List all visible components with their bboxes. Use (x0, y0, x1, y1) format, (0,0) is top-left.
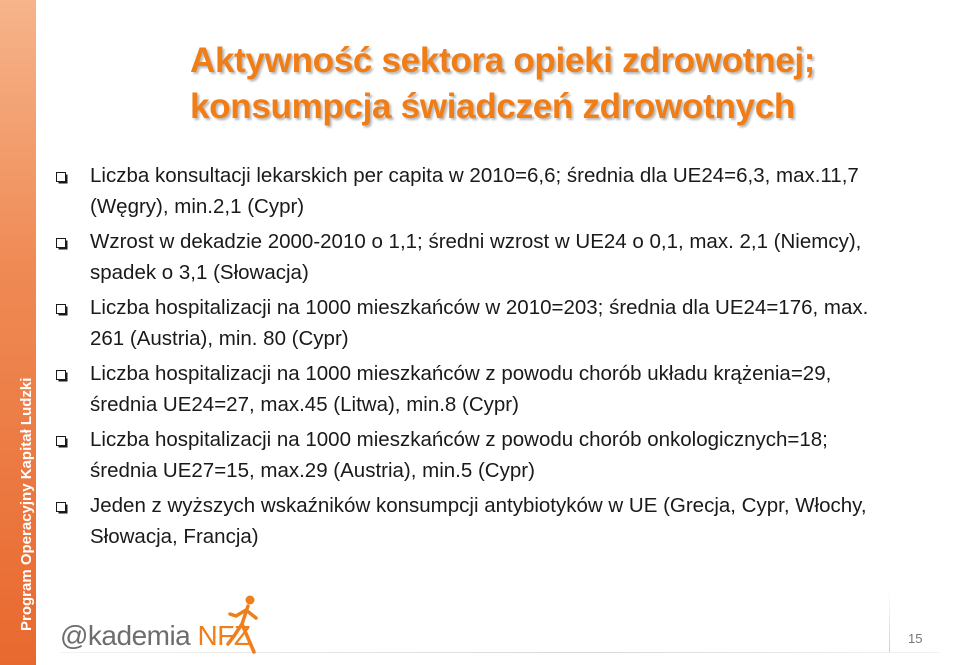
bullet-text: Liczba konsultacji lekarskich per capita w 2010=6,6; średnia dla UE24=6,3, max.11,7 (Węgry), min.2,1 (Cypr) (90, 164, 859, 218)
checkbox-bullet-icon (56, 304, 66, 314)
checkbox-bullet-icon (56, 502, 66, 512)
bullet-item (56, 424, 896, 486)
running-figure-icon (224, 594, 264, 656)
logo-main-text: @kademia (60, 620, 191, 651)
bullet-item (56, 292, 896, 354)
bullet-item (56, 160, 896, 222)
bullet-text: Liczba hospitalizacji na 1000 mieszkańców w 2010=203; średnia dla UE24=176, max. 261 (Austria), min. 80 (Cypr) (90, 296, 869, 350)
akademia-nfz-logo (60, 620, 250, 652)
title-line-1: Aktywność sektora opieki zdrowotnej; (190, 41, 816, 80)
checkbox-bullet-icon (56, 238, 66, 248)
footer-divider (60, 652, 940, 653)
program-label: Program Operacyjny Kapitał Ludzki (18, 377, 35, 631)
checkbox-bullet-icon (56, 370, 66, 380)
bullet-text: Liczba hospitalizacji na 1000 mieszkańców z powodu chorób układu krążenia=29, średnia UE24=27, max.45 (Litwa), min.8 (Cypr) (90, 362, 832, 416)
checkbox-bullet-icon (56, 436, 66, 446)
bullet-item (56, 226, 896, 288)
bullet-item (56, 358, 896, 420)
bullet-text: Liczba hospitalizacji na 1000 mieszkańców z powodu chorób onkologicznych=18; średnia UE27=15, max.29 (Austria), min.5 (Cypr) (90, 428, 828, 482)
page-number: 15 (908, 631, 923, 646)
bullet-list (56, 160, 896, 556)
bullet-item (56, 490, 896, 552)
checkbox-bullet-icon (56, 172, 66, 182)
title-line-2: konsumpcja świadczeń zdrowotnych (190, 87, 795, 126)
bullet-text: Jeden z wyższych wskaźników konsumpcji antybiotyków w UE (Grecja, Cypr, Włochy, Słowacja, Francja) (90, 494, 867, 548)
bullet-text: Wzrost w dekadzie 2000-2010 o 1,1; średni wzrost w UE24 o 0,1, max. 2,1 (Niemcy), spadek o 3,1 (Słowacja) (90, 230, 862, 284)
footer-divider-vertical (889, 590, 890, 652)
logo-accent-text: NFZ (197, 620, 251, 651)
slide-title (190, 38, 940, 130)
